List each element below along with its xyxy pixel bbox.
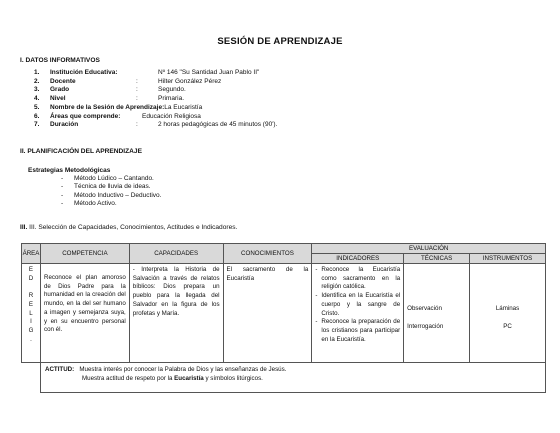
header-indicadores: INDICADORES	[312, 254, 404, 264]
info-row: 6. Áreas que comprende: Educación Religiosa	[34, 112, 201, 120]
list-item: - Identifica en la Eucaristía el cuerpo y la sangre de Cristo.	[315, 292, 401, 317]
actitud-cell: ACTITUD: Muestra interés por conocer la Palabra de Dios y las enseñanzas de Jesús. Muestra actitud de respeto por la Eucaristía y símbolos litúrgicos.	[40, 363, 545, 393]
info-value: Primaria.	[158, 95, 185, 103]
info-row: 1. Institución Educativa: Nº 146 "Su Santidad Juan Pablo II"	[34, 69, 260, 76]
info-value: Nº 146 "Su Santidad Juan Pablo II"	[158, 69, 260, 76]
info-label: Áreas que comprende:	[50, 112, 121, 120]
header-evaluacion: EVALUACIÓN	[312, 244, 546, 254]
header-area: ÁREA	[22, 244, 41, 264]
info-row: 7. Duración : 2 horas pedagógicas de 45 minutos (90').	[34, 121, 278, 129]
info-value: 2 horas pedagógicas de 45 minutos (90').	[158, 121, 278, 129]
list-item: - Método Activo.	[61, 199, 117, 207]
info-row: 3. Grado : Segundo.	[34, 86, 186, 94]
header-tecnicas: TÉCNICAS	[404, 254, 470, 264]
section-datos-informativos: I. DATOS INFORMATIVOS	[20, 57, 100, 64]
indicadores-cell	[312, 264, 404, 363]
estrategias-heading: Estrategias Metodológicas	[28, 167, 111, 174]
info-value: La Eucaristía	[164, 103, 203, 111]
info-row: 5. Nombre de la Sesión de Aprendizaje: La Eucaristía	[34, 103, 203, 111]
info-row: 2. Docente : Hilter González Pérez	[34, 77, 222, 85]
estrategias-list	[61, 175, 161, 208]
info-row: 4. Nivel : Primaria.	[34, 95, 185, 103]
info-label: Duración	[50, 121, 79, 129]
capacidades-table	[21, 243, 546, 393]
capacidades-cell: - Interpreta la Historia de Salvación a través de relatos bíblicos: Dios prepara un pueblo para la llegada del Salvador en la figura de los profetas y María.	[129, 264, 223, 363]
section-planificacion: II. PLANIFICACIÓN DEL APRENDIZAJE	[20, 148, 142, 155]
info-label: Docente	[50, 77, 76, 85]
tecnicas-cell: Observación Interrogación	[404, 264, 470, 363]
actitud-label: ACTITUD:	[44, 366, 75, 373]
instrumentos-cell: Láminas PC	[470, 264, 546, 363]
section-seleccion: III. III. Selección de Capacidades, Conocimientos, Actitudes e Indicadores.	[20, 224, 238, 231]
estrategias-block	[28, 167, 161, 208]
list-item: - Técnica de lluvia de ideas.	[61, 183, 151, 191]
info-value: Segundo.	[158, 86, 186, 94]
header-instrumentos: INSTRUMENTOS	[470, 254, 546, 264]
info-value: Educación Religiosa	[142, 112, 201, 120]
info-list	[34, 69, 277, 130]
header-competencia: COMPETENCIA	[40, 244, 129, 264]
info-label: Grado	[50, 86, 70, 94]
document-title: SESIÓN DE APRENDIZAJE	[217, 36, 343, 47]
competencia-cell: Reconoce el plan amoroso de Dios Padre para la humanidad en la creación del mundo, en la del ser humano a imagen y semejanza suya, y en su encuentro personal con él.	[40, 264, 129, 363]
info-label: Nombre de la Sesión de Aprendizaje:	[50, 103, 165, 111]
conocimientos-cell: El sacramento de la Eucaristía	[223, 264, 312, 363]
info-label: Institución Educativa:	[50, 69, 118, 76]
list-item: - Reconoce la Eucaristía como sacramento en la religión católica.	[315, 266, 401, 291]
header-capacidades: CAPACIDADES	[129, 244, 223, 264]
list-item: - Método Lúdico – Cantando.	[61, 175, 154, 182]
info-label: Nivel	[50, 95, 66, 103]
list-item: - Método Inductivo – Deductivo.	[61, 191, 162, 199]
info-value: Hilter González Pérez	[158, 77, 222, 85]
area-cell: E D R E L I G .	[22, 264, 41, 363]
list-item: - Reconoce la preparación de los cristianos para participar en la Eucaristía.	[315, 318, 401, 343]
header-conocimientos: CONOCIMIENTOS	[223, 244, 312, 264]
